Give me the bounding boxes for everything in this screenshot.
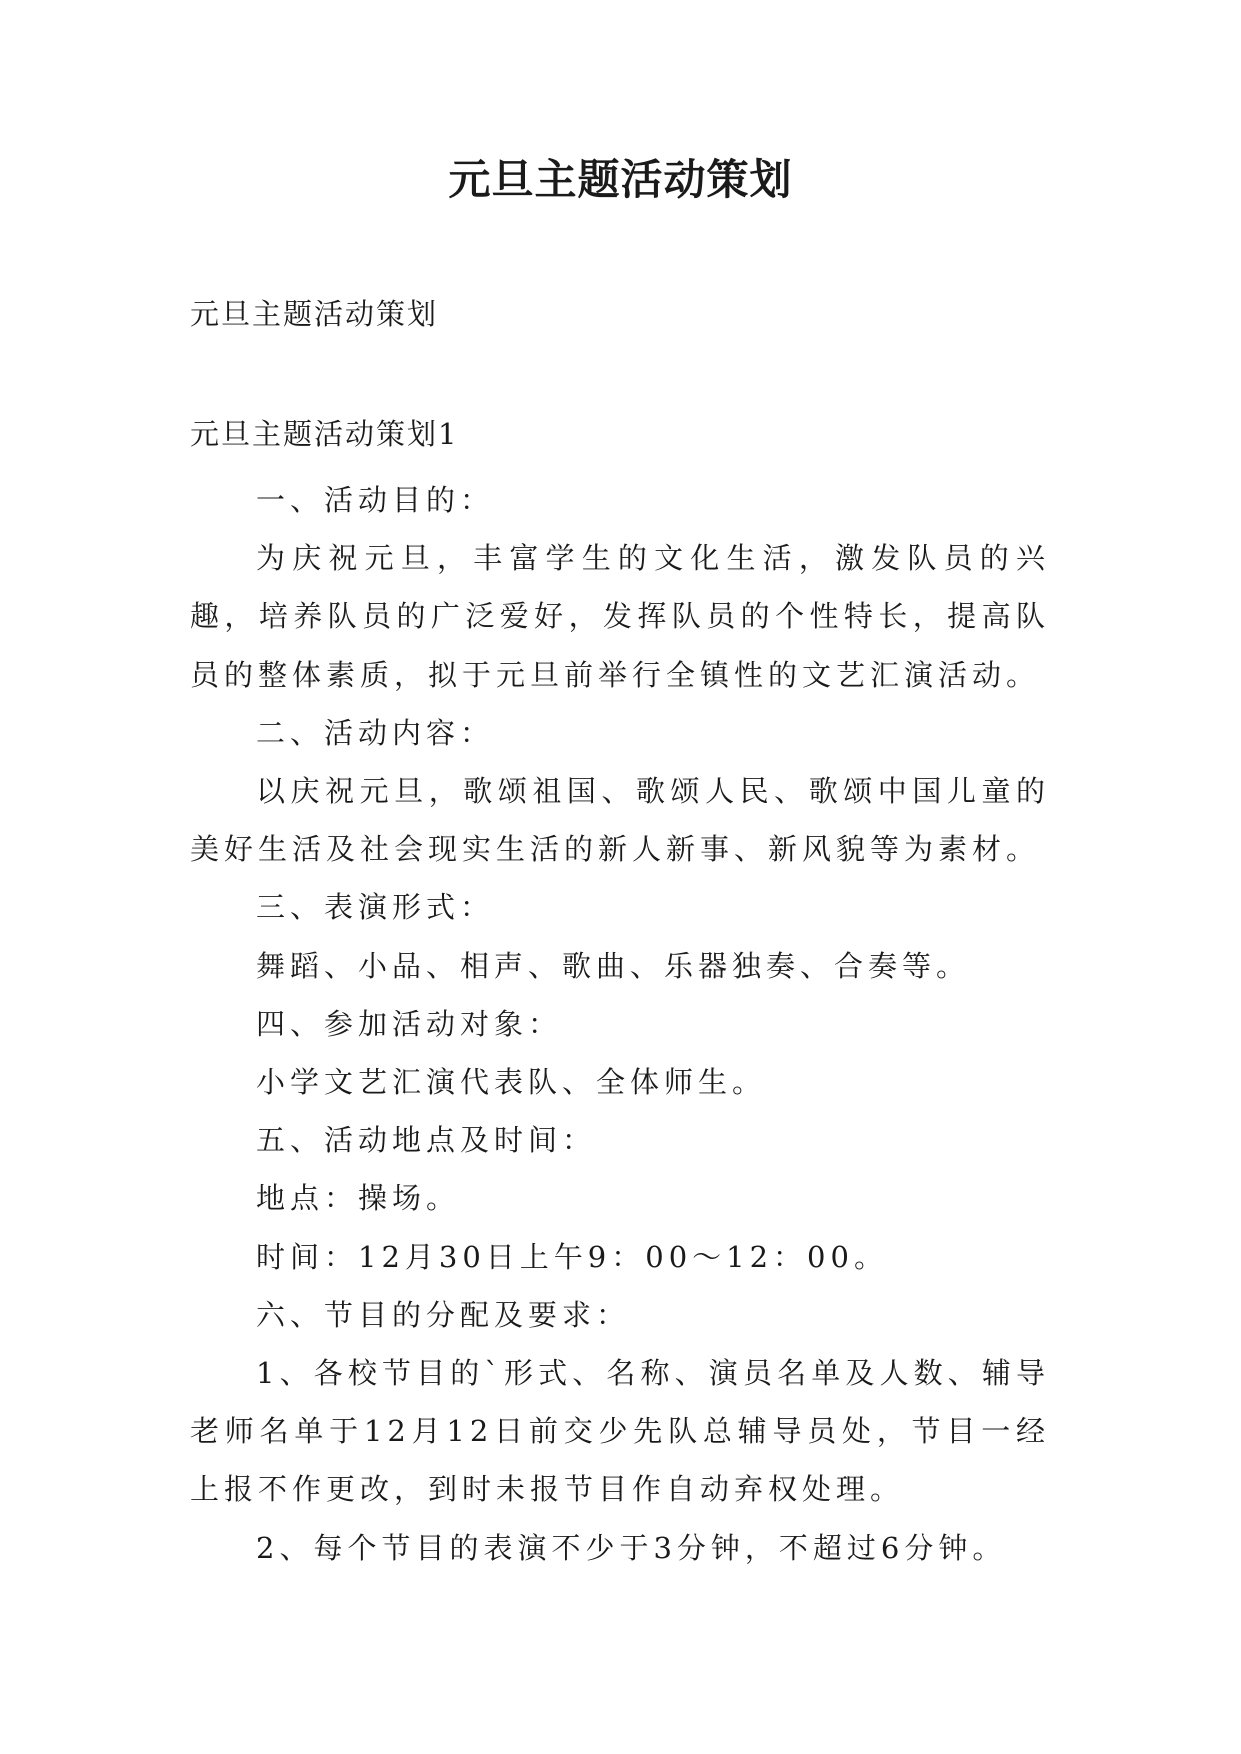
paragraph: 四、参加活动对象：	[256, 1006, 563, 1041]
paragraph: 三、表演形式：	[256, 890, 495, 925]
paragraph: 小学文艺汇演代表队、全体师生。	[256, 1065, 767, 1100]
paragraph: 为庆祝元旦，丰富学生的文化生活，激发队员的兴趣，培养队员的广泛爱好，发挥队员的个性特长，提高队员的整体素质，拟于元旦前举行全镇性的文艺汇演活动。	[190, 541, 1050, 692]
paragraph: 地点：操场。	[256, 1181, 461, 1216]
paragraph: 舞蹈、小品、相声、歌曲、乐器独奏、合奏等。	[256, 948, 971, 983]
paragraph: 以庆祝元旦，歌颂祖国、歌颂人民、歌颂中国儿童的美好生活及社会现实生活的新人新事、新风貌等为素材。	[190, 774, 1050, 867]
paragraph: 二、活动内容：	[256, 715, 495, 750]
paragraph: 六、节目的分配及要求：	[256, 1297, 631, 1332]
section-heading: 元旦主题活动策划1	[190, 417, 459, 451]
paragraph: 一、活动目的：	[256, 483, 495, 517]
document-subtitle: 元旦主题活动策划	[190, 297, 439, 331]
paragraph: 五、活动地点及时间：	[256, 1123, 597, 1158]
paragraph: 1、各校节目的`形式、名称、演员名单及人数、辅导老师名单于12月12日前交少先队总辅导员处，节目一经上报不作更改，到时未报节目作自动弃权处理。	[190, 1356, 1050, 1507]
paragraph: 2、每个节目的表演不少于3分钟，不超过6分钟。	[256, 1530, 1007, 1565]
document-title: 元旦主题活动策划	[448, 155, 793, 204]
document-body	[190, 471, 1050, 1577]
paragraph: 时间：12月30日上午9：00～12：00。	[256, 1239, 888, 1274]
